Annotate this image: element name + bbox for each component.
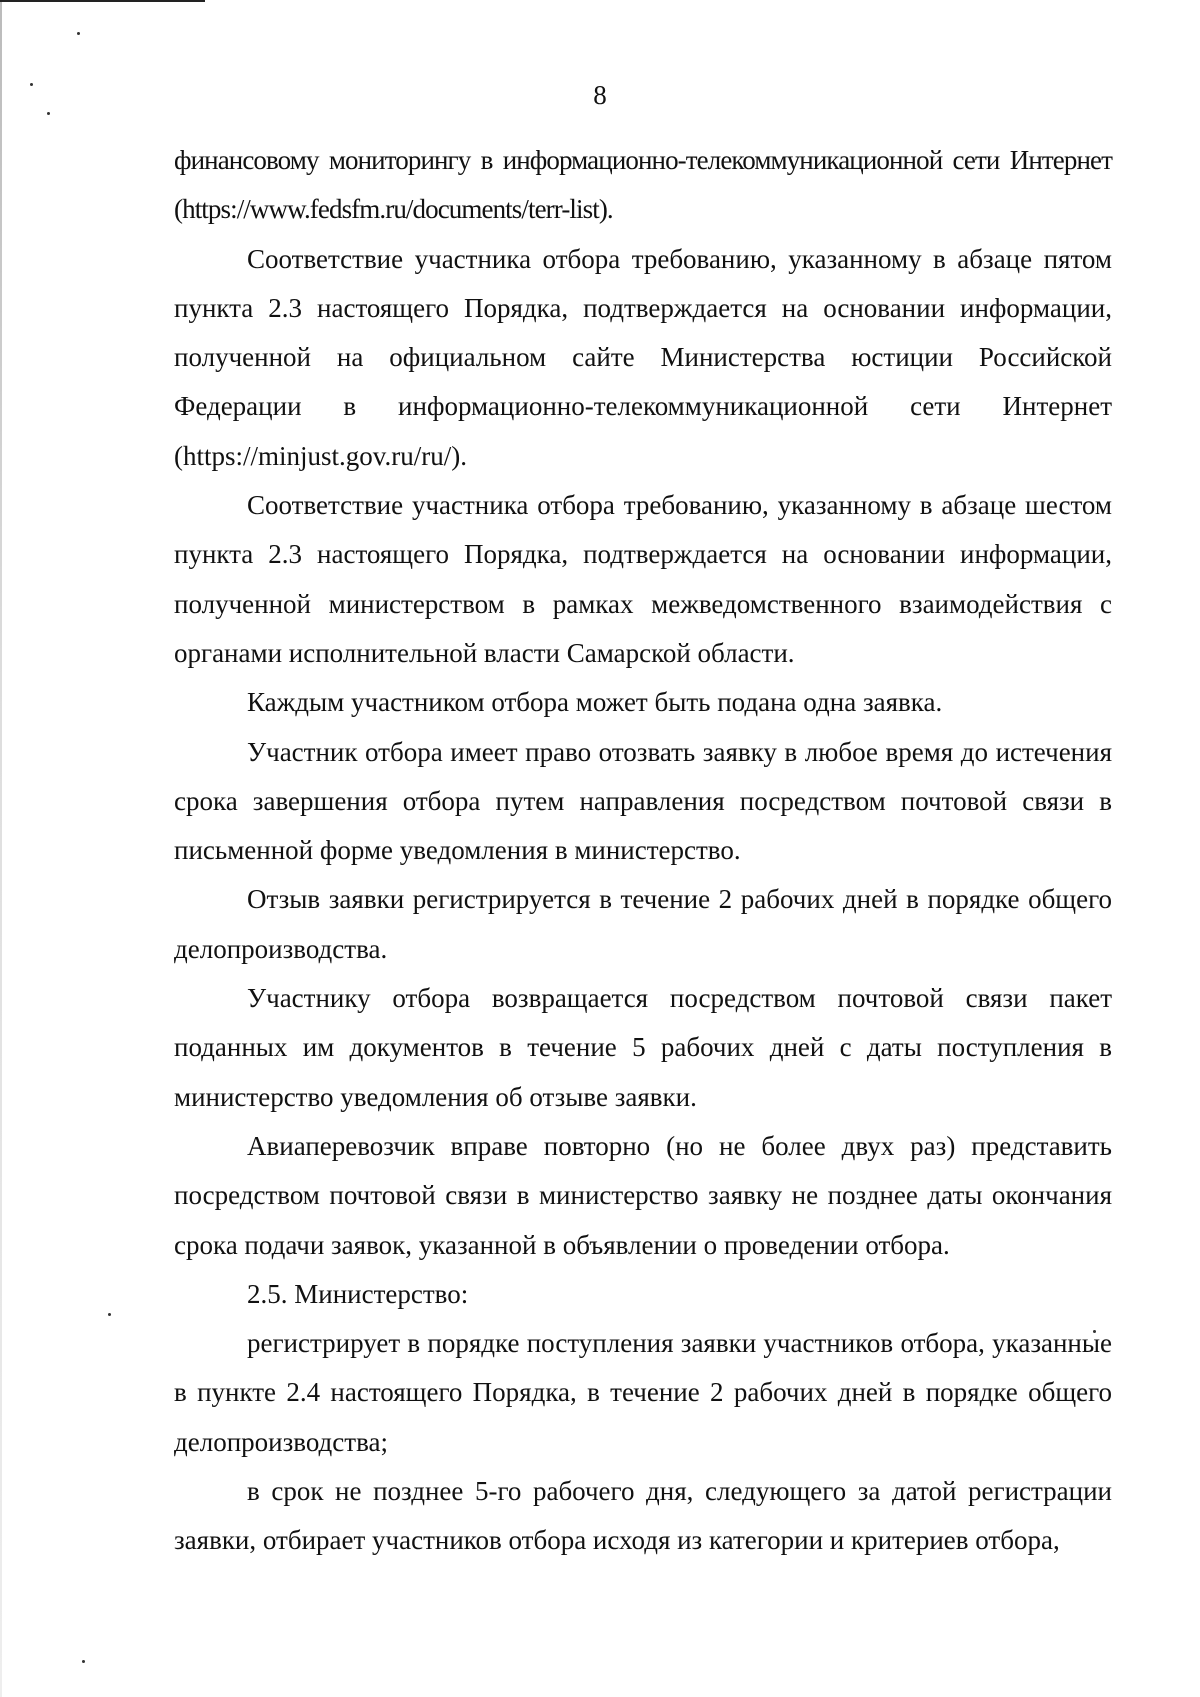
paragraph: Участник отбора имеет право отозвать заявку в любое время до истечения срока завершения отбора путем направления посредством почтовой связи в письменной форме уведомления в министерство. [174,736,1112,866]
scan-edge-shadow [0,0,2,1697]
paragraph: регистрирует в порядке поступления заявки участников отбора, указанные в пункте 2.4 настоящего Порядка, в течение 2 рабочих дней в порядке общего делопроизводства; [174,1328,1112,1457]
paragraph: Участнику отбора возвращается посредством почтовой связи пакет поданных им документов в течение 5 рабочих дней с даты поступления в министерство уведомления об отзыве заявки. [174,983,1112,1112]
scan-speck [77,32,80,35]
scan-speck [108,1313,111,1316]
paragraph: Соответствие участника отбора требованию, указанному в абзаце шестом пункта 2.3 настоящего Порядка, подтверждается на основании информации, полученной министерством в рамках межведомственного взаимодействия с органами исполнительной власти Самарской области. [174,490,1112,668]
paragraph: Отзыв заявки регистрируется в течение 2 рабочих дней в порядке общего делопроизводства. [174,884,1112,964]
paragraph: 2.5. Министерство: [247,1278,469,1309]
paragraph: финансовому мониторингу в информационно-телекоммуникационной сети Интернет (https://www.fedsfm.ru/documents/terr-list). [174,145,1112,225]
scan-top-rule [0,0,205,2]
paragraph: Авиаперевозчик вправе повторно (но не более двух раз) представить посредством почтовой связи в министерство заявку не позднее даты окончания срока подачи заявок, указанной в объявлении о проведении отбора. [174,1130,1112,1260]
paragraph: Соответствие участника отбора требованию, указанному в абзаце пятом пункта 2.3 настоящего Порядка, подтверждается на основании информации, полученной на официальном сайте Министерства юстиции Российской Федерации в информационно-телекоммуникационной сети Интернет (https://minjust.gov.ru/ru/). [174,243,1112,471]
page-number: 8 [593,80,607,110]
scan-speck [82,1660,85,1663]
paragraph: Каждым участником отбора может быть подана одна заявка. [247,687,943,718]
scan-speck [47,112,50,115]
paragraph: в срок не позднее 5-го рабочего дня, следующего за датой регистрации заявки, отбирает участников отбора исходя из категории и критериев отбора, [174,1476,1112,1556]
body-text [174,136,1112,1566]
